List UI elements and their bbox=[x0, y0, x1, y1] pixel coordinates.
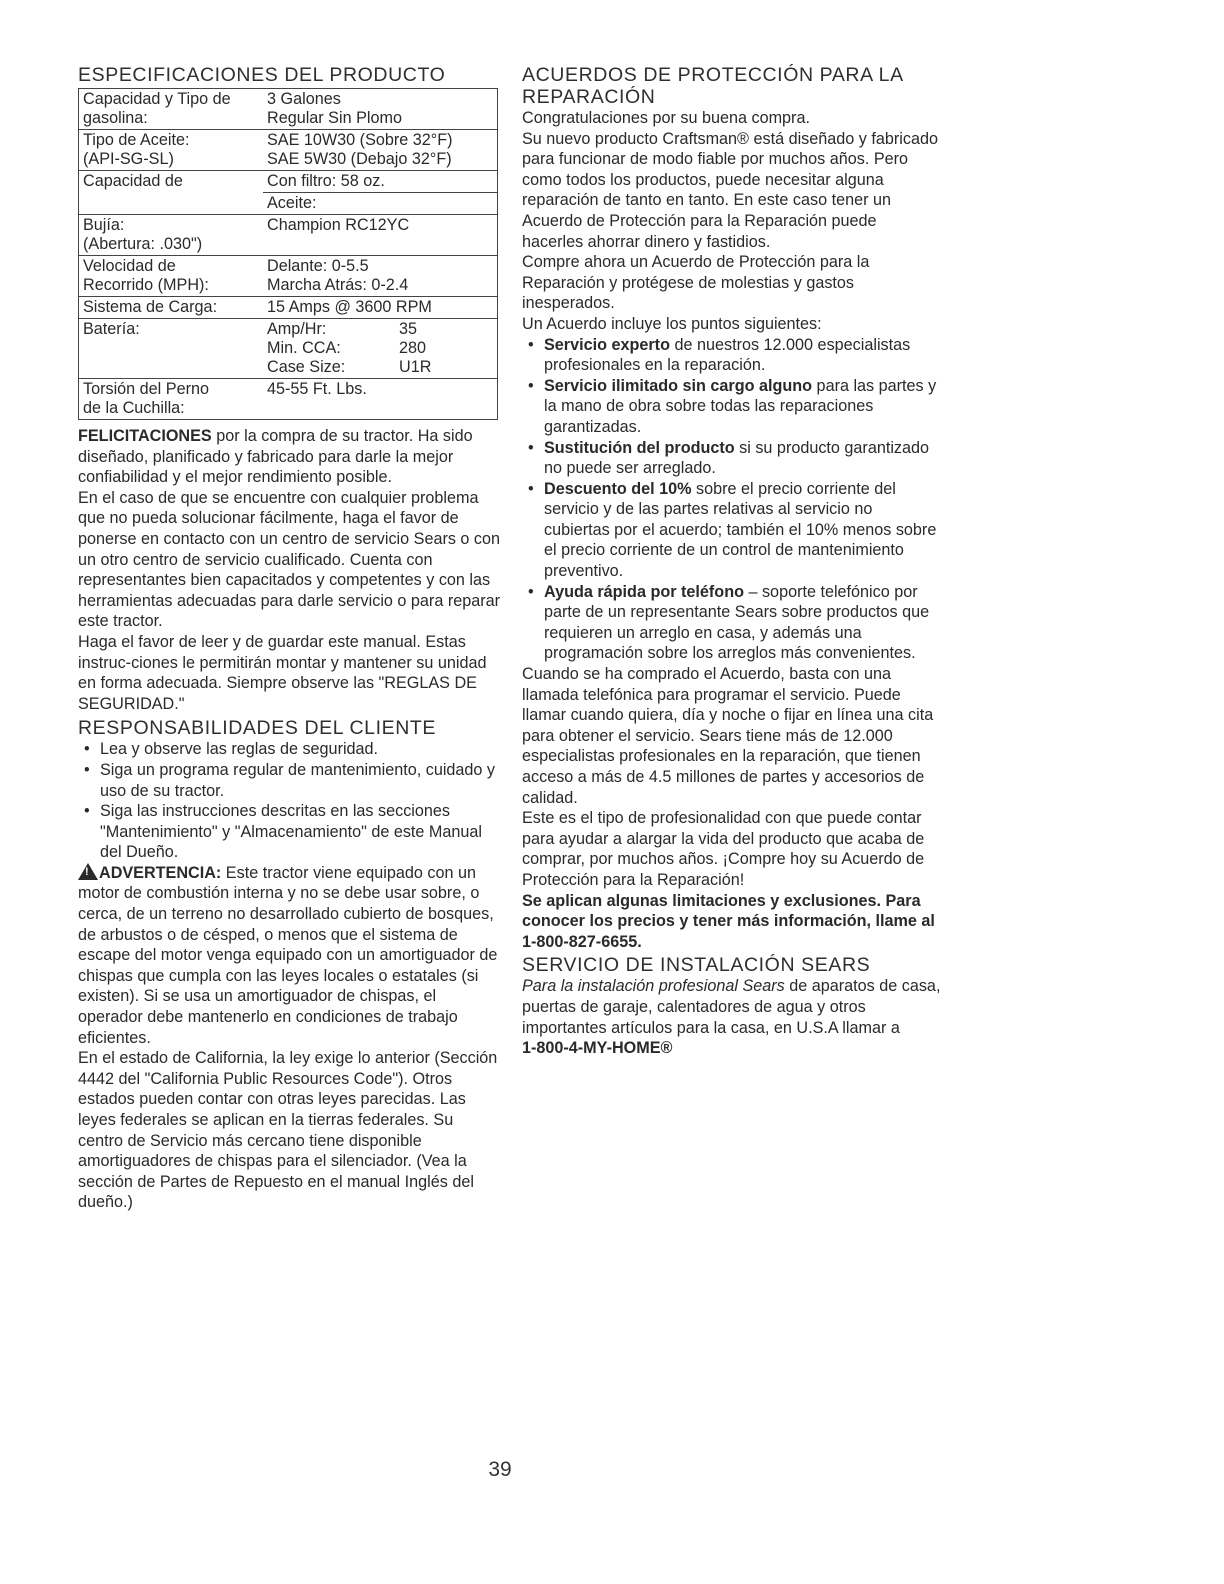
felicitaciones-text: por la compra de su tractor. Ha sido diseñado, planificado y fabricado para darle la mejor confiabilidad y el mejor rendimiento posible. bbox=[78, 427, 473, 487]
benefit-text: si su producto garantizado no puede ser arreglado. bbox=[544, 438, 930, 478]
spec-value: 45-55 Ft. Lbs. bbox=[263, 379, 498, 420]
spec-row bbox=[79, 171, 498, 193]
call-paragraph: Cuando se ha comprado el Acuerdo, basta con una llamada telefónica para programar el servicio. Puede llamar cuando quiera, día y noche o fijar en línea una cita para obtener el servicio. Sears tiene más de 12.000 especialistas profesionales en la reparación, que tienen acceso a más de 4.5 millones de partes y accesorios de calidad. bbox=[522, 665, 934, 807]
list-item bbox=[522, 335, 942, 376]
spec-label: Capacidad de bbox=[79, 171, 264, 193]
warning-text: Este tractor viene equipado con un motor de combustión interna y no se debe usar sobre, o cerca, de un terreno no desarrollado cubierto de bosques, de arbustos o de césped, o menos que el sistema de escape del motor venga equipado con un amortiguador de chispas que cumpla con las leyes locales o estatales (si existen). Si se usa un amortiguador de chispas, el operador debe mantenerlo en condiciones de trabajo eficientes. bbox=[78, 863, 498, 1047]
responsibilities-list bbox=[78, 739, 502, 863]
page-number: 39 bbox=[488, 1458, 512, 1481]
right-column bbox=[522, 64, 942, 1059]
left-column bbox=[78, 64, 502, 1213]
spec-table bbox=[78, 88, 498, 420]
spec-label bbox=[79, 193, 264, 215]
responsibilities-title: RESPONSABILIDADES DEL CLIENTE bbox=[78, 717, 437, 740]
list-item bbox=[522, 479, 942, 582]
benefit-text: de nuestros 12.000 especialistas profesionales en la reparación. bbox=[544, 335, 911, 375]
spec-row bbox=[79, 215, 498, 256]
spec-value: Delante: 0-5.5 Marcha Atrás: 0-2.4 bbox=[263, 256, 498, 297]
install-italic: Para la instalación profesional Sears bbox=[522, 977, 785, 996]
spec-row bbox=[79, 297, 498, 319]
spec-label: Sistema de Carga: bbox=[79, 297, 264, 319]
spec-value: 3 Galones Regular Sin Plomo bbox=[263, 89, 498, 130]
spec-label: Bujía: (Abertura: .030") bbox=[79, 215, 264, 256]
spec-row bbox=[79, 193, 498, 215]
benefit-title: Descuento del 10% bbox=[544, 479, 692, 498]
spec-row bbox=[79, 319, 498, 379]
spec-value: SAE 10W30 (Sobre 32°F) SAE 5W30 (Debajo 32°F) bbox=[263, 130, 498, 171]
spec-label: Torsión del Perno de la Cuchilla: bbox=[79, 379, 264, 420]
manual-paragraph: Haga el favor de leer y de guardar este manual. Estas instruc-ciones le permitirán montar y mantener su unidad en forma adecuada. Siempre observe las "REGLAS DE SEGURIDAD." bbox=[78, 632, 487, 713]
spec-value: Champion RC12YC bbox=[263, 215, 498, 256]
list-item: • Siga las instrucciones descritas en las secciones "Mantenimiento" y "Almacenamiento" de este Manual del Dueño. bbox=[78, 801, 502, 863]
benefit-text: para las partes y la mano de obra sobre todas las reparaciones garantizadas. bbox=[544, 376, 937, 436]
spec-label: Tipo de Aceite: (API-SG-SL) bbox=[79, 130, 264, 171]
list-item: • Lea y observe las reglas de seguridad. bbox=[78, 739, 502, 760]
warning-lead: ADVERTENCIA: bbox=[99, 863, 222, 882]
spec-value: 15 Amps @ 3600 RPM bbox=[263, 297, 498, 319]
warning-icon bbox=[78, 863, 98, 880]
spec-value: Con filtro: 58 oz. bbox=[263, 171, 498, 193]
list-intro: Un Acuerdo incluye los puntos siguientes: bbox=[522, 314, 822, 333]
spec-value: Amp/Hr: 35 Min. CCA: 280 Case Size: U1R bbox=[263, 319, 498, 379]
felicitaciones-paragraph bbox=[78, 426, 502, 488]
install-phone-number: 1-800-4-MY-HOME® bbox=[522, 1039, 673, 1058]
list-item: • Siga un programa regular de mantenimiento, cuidado y uso de su tractor. bbox=[78, 760, 502, 801]
spec-row bbox=[79, 130, 498, 171]
benefit-title: Servicio experto bbox=[544, 335, 670, 354]
install-paragraph bbox=[522, 976, 942, 1038]
spec-label: Batería: bbox=[79, 319, 264, 379]
list-item bbox=[522, 376, 942, 438]
spec-label: Velocidad de Recorrido (MPH): bbox=[79, 256, 264, 297]
benefit-title: Servicio ilimitado sin cargo alguno bbox=[544, 376, 813, 395]
professional-paragraph: Este es el tipo de profesionalidad con que puede contar para ayudar a alargar la vida del producto que acaba de comprar, por muchos años. ¡Compre hoy su Acuerdo de Protección para la Reparación! bbox=[522, 809, 925, 889]
benefit-title: Ayuda rápida por teléfono bbox=[544, 582, 744, 601]
spec-row bbox=[79, 379, 498, 420]
spec-label: Capacidad y Tipo de gasolina: bbox=[79, 89, 264, 130]
service-paragraph: En el caso de que se encuentre con cualquier problema que no pueda solucionar fácilmente, haga el favor de ponerse en contacto con un centro de servicio Sears o con un otro centro de servicio cualificado. Cuenta con representantes bien capacitados y competentes y con las herramientas adecuadas para darle servicio o para reparar este tractor. bbox=[78, 488, 501, 631]
benefit-text: – soporte telefónico por parte de un representante Sears sobre productos que requieren un arreglo en casa, y además una programación sobre los arreglos más convenientes. bbox=[544, 582, 930, 663]
california-paragraph: En el estado de California, la ley exige lo anterior (Sección 4442 del "California Public Resources Code"). Otros estados pueden contar con otras leyes parecidas. Las leyes federales se aplican en la tierras federales. Su centro de Servicio más cercano tiene disponible amortiguadores de chispas para el silenciador. (Vea la sección de Partes de Repuesto en el manual Inglés del dueño.) bbox=[78, 1049, 498, 1212]
spec-row bbox=[79, 89, 498, 130]
felicitaciones-lead: FELICITACIONES bbox=[78, 427, 212, 445]
acuerdos-title: ACUERDOS DE PROTECCIÓN PARA LA REPARACIÓN bbox=[522, 64, 903, 108]
list-item bbox=[522, 582, 942, 664]
warning-paragraph bbox=[78, 863, 502, 1048]
spec-row bbox=[79, 256, 498, 297]
craftsman-paragraph: Su nuevo producto Craftsman® está diseñado y fabricado para funcionar de modo fiable por muchos años. Pero como todos los productos, puede necesitar alguna reparación de tanto en tanto. En este caso tener un Acuerdo de Protección para la Reparación puede hacerles ahorrar dinero y fastidios. bbox=[522, 129, 938, 251]
install-phone bbox=[522, 1038, 942, 1059]
congrats-line: Congratulaciones por su buena compra. bbox=[522, 109, 810, 127]
benefits-list bbox=[522, 335, 942, 665]
install-text: de aparatos de casa, puertas de garaje, calentadores de agua y otros importantes artículos para la casa, en U.S.A llamar a bbox=[522, 977, 941, 1037]
buy-paragraph: Compre ahora un Acuerdo de Protección para la Reparación y protégese de molestias y gastos inesperados. bbox=[522, 253, 870, 313]
spec-value: Aceite: bbox=[263, 193, 498, 215]
limits-text: Se aplican algunas limitaciones y exclusiones. Para conocer los precios y tener más información, llame al 1-800-827-6655. bbox=[522, 891, 935, 951]
benefit-text: sobre el precio corriente del servicio y de las partes relativas al servicio no cubiertas por el acuerdo; también el 10% menos sobre el precio corriente de un control de mantenimiento preventivo. bbox=[544, 479, 937, 581]
limits-paragraph bbox=[522, 891, 942, 953]
install-title: SERVICIO DE INSTALACIÓN SEARS bbox=[522, 954, 871, 977]
list-item bbox=[522, 438, 942, 479]
benefit-title: Sustitución del producto bbox=[544, 438, 735, 457]
spec-title: ESPECIFICACIONES DEL PRODUCTO bbox=[78, 64, 446, 86]
